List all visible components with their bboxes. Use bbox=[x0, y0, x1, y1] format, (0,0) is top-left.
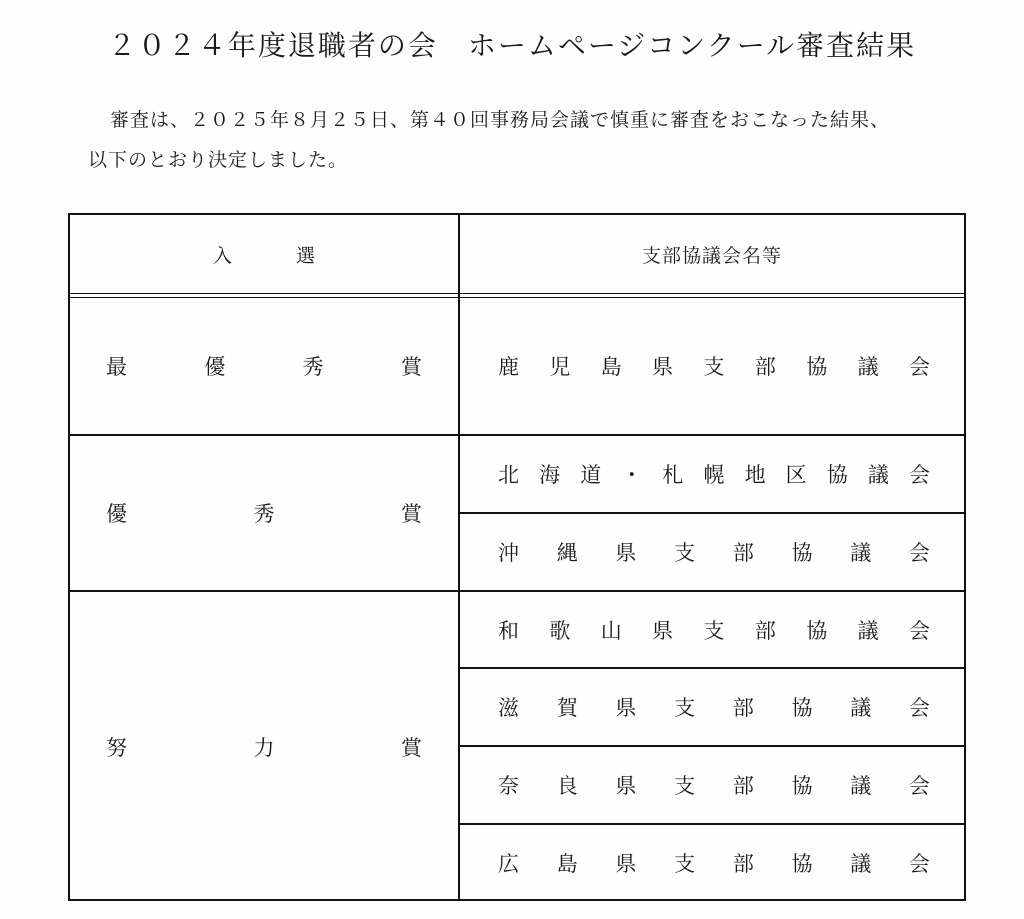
cell-character: 協 bbox=[791, 541, 813, 565]
results-table bbox=[68, 213, 966, 901]
cell-character: 議 bbox=[850, 852, 872, 876]
cell-character: 議 bbox=[857, 618, 879, 643]
cell-character: 支 bbox=[674, 774, 696, 798]
award-excellence bbox=[106, 436, 422, 590]
cell-character: 縄 bbox=[556, 541, 578, 565]
cell-character: 地 bbox=[744, 463, 766, 487]
branch-cell bbox=[498, 669, 930, 745]
cell-character: 山 bbox=[600, 618, 622, 643]
cell-character: 幌 bbox=[703, 463, 725, 487]
cell-character: 支 bbox=[674, 696, 696, 720]
branch-cell bbox=[498, 436, 930, 512]
cell-character: 部 bbox=[732, 541, 754, 565]
cell-character: 賀 bbox=[556, 696, 578, 720]
cell-character: 道 bbox=[580, 463, 602, 487]
cell-character: 議 bbox=[867, 463, 889, 487]
cell-character: 鹿 bbox=[498, 355, 519, 379]
cell-character: 北 bbox=[498, 463, 519, 487]
branch-cell bbox=[498, 825, 930, 901]
cell-character: 会 bbox=[909, 355, 930, 379]
cell-character: 議 bbox=[857, 355, 879, 379]
cell-character: 協 bbox=[826, 463, 848, 487]
intro-line-1: 審査は、２０２５年８月２５日、第４０回事務局会議で慎重に審査をおこなった結果、 bbox=[110, 109, 891, 131]
cell-character: 部 bbox=[754, 355, 776, 379]
cell-character: 海 bbox=[539, 463, 561, 487]
cell-character: 県 bbox=[615, 852, 637, 876]
cell-character: 秀 bbox=[302, 355, 324, 379]
cell-character: 議 bbox=[850, 541, 872, 565]
cell-character: 優 bbox=[106, 502, 127, 526]
cell-character: 札 bbox=[662, 463, 684, 487]
cell-character: 支 bbox=[674, 852, 696, 876]
cell-character: 歌 bbox=[549, 618, 571, 643]
cell-character: 区 bbox=[785, 463, 807, 487]
cell-character: 協 bbox=[791, 852, 813, 876]
branch-cell bbox=[498, 298, 930, 434]
cell-character: 議 bbox=[850, 696, 872, 720]
award-effort bbox=[106, 592, 422, 901]
cell-character: 和 bbox=[498, 618, 519, 643]
cell-character: 部 bbox=[732, 696, 754, 720]
cell-character: 賞 bbox=[400, 355, 422, 379]
cell-character: 県 bbox=[652, 355, 674, 379]
cell-character: 県 bbox=[615, 774, 637, 798]
page-title: ２０２４年度退職者の会 ホームページコンクール審査結果 bbox=[107, 29, 917, 62]
header-award-label: 入選 bbox=[212, 244, 379, 267]
cell-character: 賞 bbox=[401, 502, 422, 526]
branch-cell bbox=[498, 514, 930, 590]
cell-character: ・ bbox=[621, 463, 643, 487]
cell-character: 支 bbox=[703, 618, 725, 643]
cell-character: 島 bbox=[556, 852, 578, 876]
cell-character: 支 bbox=[703, 355, 725, 379]
cell-character: 島 bbox=[600, 355, 622, 379]
cell-character: 部 bbox=[732, 852, 754, 876]
cell-character: 会 bbox=[908, 463, 930, 487]
cell-character: 県 bbox=[615, 541, 637, 565]
cell-character: 沖 bbox=[498, 541, 519, 565]
branch-cell bbox=[498, 747, 930, 823]
intro-paragraph bbox=[88, 100, 988, 180]
cell-character: 秀 bbox=[253, 502, 275, 526]
cell-character: 広 bbox=[498, 852, 519, 876]
cell-character: 良 bbox=[556, 774, 578, 798]
cell-character: 滋 bbox=[498, 696, 519, 720]
cell-character: 協 bbox=[806, 355, 828, 379]
cell-character: 協 bbox=[791, 696, 813, 720]
column-divider bbox=[458, 215, 460, 899]
intro-line-2: 以下のとおり決定しました。 bbox=[88, 149, 349, 171]
cell-character: 会 bbox=[908, 774, 930, 798]
cell-character: 部 bbox=[732, 774, 754, 798]
cell-character: 優 bbox=[204, 355, 226, 379]
branch-cell bbox=[498, 592, 930, 667]
cell-character: 賞 bbox=[401, 735, 422, 760]
cell-character: 会 bbox=[909, 618, 930, 643]
cell-character: 力 bbox=[253, 735, 275, 760]
cell-character: 県 bbox=[652, 618, 674, 643]
cell-character: 会 bbox=[908, 852, 930, 876]
cell-character: 奈 bbox=[498, 774, 519, 798]
cell-character: 支 bbox=[674, 541, 696, 565]
cell-character: 努 bbox=[106, 735, 127, 760]
cell-character: 会 bbox=[908, 541, 930, 565]
cell-character: 児 bbox=[549, 355, 571, 379]
cell-character: 議 bbox=[850, 774, 872, 798]
cell-character: 最 bbox=[106, 355, 127, 379]
cell-character: 協 bbox=[791, 774, 813, 798]
cell-character: 会 bbox=[908, 696, 930, 720]
cell-character: 県 bbox=[615, 696, 637, 720]
header-award bbox=[70, 215, 458, 293]
header-branch: 支部協議会名等 bbox=[641, 244, 782, 267]
award-grand-prize bbox=[106, 298, 422, 434]
cell-character: 協 bbox=[806, 618, 828, 643]
cell-character: 部 bbox=[754, 618, 776, 643]
